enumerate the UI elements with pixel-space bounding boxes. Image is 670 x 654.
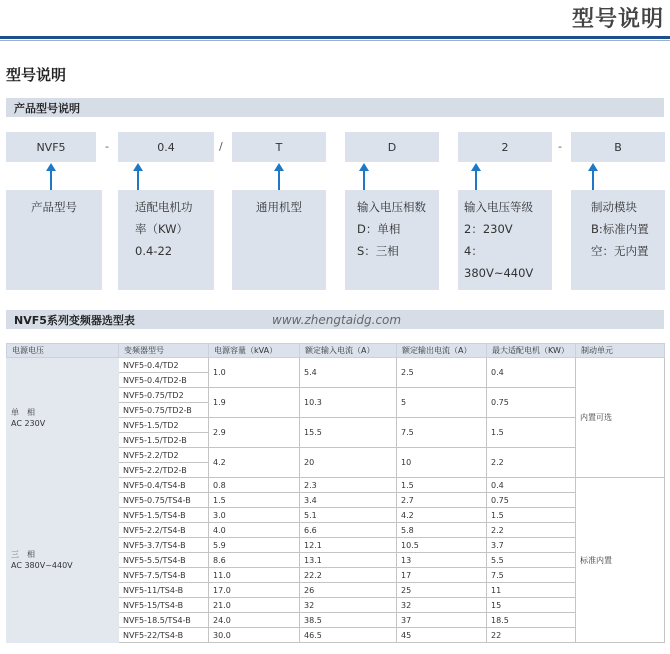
output-current-cell: 5.8 <box>397 523 487 538</box>
motor-kw-cell: 15 <box>487 598 576 613</box>
model-cell: NVF5-7.5/TS4-B <box>119 568 209 583</box>
model-cell: NVF5-2.2/TD2 <box>119 448 209 463</box>
code-separator: - <box>105 140 109 153</box>
motor-kw-cell: 5.5 <box>487 553 576 568</box>
model-cell: NVF5-0.4/TS4-B <box>119 478 209 493</box>
input-current-cell: 13.1 <box>300 553 397 568</box>
kva-cell: 4.2 <box>209 448 300 478</box>
output-current-cell: 37 <box>397 613 487 628</box>
input-current-cell: 22.2 <box>300 568 397 583</box>
motor-kw-cell: 0.75 <box>487 493 576 508</box>
code-series: NVF5 <box>36 140 66 154</box>
output-current-cell: 5 <box>397 388 487 418</box>
model-cell: NVF5-0.75/TD2 <box>119 388 209 403</box>
voltage-group-single <box>7 358 119 478</box>
voltage-label: 单 相 <box>11 407 35 417</box>
input-current-cell: 10.3 <box>300 388 397 418</box>
desc-line: 空：无内置 <box>591 244 649 258</box>
input-current-cell: 46.5 <box>300 628 397 643</box>
model-cell: NVF5-2.2/TD2-B <box>119 463 209 478</box>
col-header: 制动单元 <box>576 344 665 358</box>
desc-line: 输入电压相数 <box>357 200 426 214</box>
col-header: 电源电压 <box>7 344 119 358</box>
desc-line: D：单相 <box>357 222 401 236</box>
code-power: 0.4 <box>157 140 175 154</box>
input-current-cell: 20 <box>300 448 397 478</box>
model-cell: NVF5-15/TS4-B <box>119 598 209 613</box>
output-current-cell: 32 <box>397 598 487 613</box>
output-current-cell: 10.5 <box>397 538 487 553</box>
model-section-title: 产品型号说明 <box>14 102 80 115</box>
motor-kw-cell: 7.5 <box>487 568 576 583</box>
desc-brake <box>571 190 665 290</box>
voltage-label: AC 230V <box>11 418 46 428</box>
kva-cell: 24.0 <box>209 613 300 628</box>
col-header: 额定输入电流（A） <box>300 344 397 358</box>
model-cell: NVF5-0.75/TD2-B <box>119 403 209 418</box>
motor-kw-cell: 2.2 <box>487 523 576 538</box>
output-current-cell: 7.5 <box>397 418 487 448</box>
col-header: 额定输出电流（A） <box>397 344 487 358</box>
code-box-type <box>232 132 326 162</box>
page-title: 型号说明 <box>6 66 67 84</box>
arrow-up-icon <box>471 163 481 191</box>
code-box-power <box>118 132 214 162</box>
kva-cell: 1.9 <box>209 388 300 418</box>
output-current-cell: 13 <box>397 553 487 568</box>
selection-table <box>6 343 665 643</box>
desc-line: S：三相 <box>357 244 399 258</box>
model-cell: NVF5-5.5/TS4-B <box>119 553 209 568</box>
kva-cell: 8.6 <box>209 553 300 568</box>
input-current-cell: 5.4 <box>300 358 397 388</box>
input-current-cell: 12.1 <box>300 538 397 553</box>
voltage-label: AC 380V~440V <box>11 561 73 570</box>
model-cell: NVF5-1.5/TD2 <box>119 418 209 433</box>
desc-line: 制动模块 <box>591 200 637 214</box>
kva-cell: 30.0 <box>209 628 300 643</box>
output-current-cell: 10 <box>397 448 487 478</box>
voltage-group-three <box>7 478 119 643</box>
kva-cell: 17.0 <box>209 583 300 598</box>
desc-line: B:标准内置 <box>591 222 649 236</box>
desc-line: 2：230V <box>464 222 513 236</box>
code-box-voltage <box>458 132 552 162</box>
kva-cell: 4.0 <box>209 523 300 538</box>
desc-line: 适配电机功 <box>135 200 193 214</box>
kva-cell: 11.0 <box>209 568 300 583</box>
table-row <box>7 478 665 493</box>
kva-cell: 1.0 <box>209 358 300 388</box>
input-current-cell: 32 <box>300 598 397 613</box>
input-current-cell: 5.1 <box>300 508 397 523</box>
kva-cell: 2.9 <box>209 418 300 448</box>
model-cell: NVF5-18.5/TS4-B <box>119 613 209 628</box>
code-separator: / <box>219 140 223 153</box>
table-section-title: NVF5系列变频器选型表 <box>14 314 135 327</box>
watermark: www.zhengtaidg.com <box>272 313 402 327</box>
input-current-cell: 26 <box>300 583 397 598</box>
table-row <box>7 358 665 373</box>
desc-line: 输入电压等级 <box>464 200 533 214</box>
desc-phase <box>345 190 439 290</box>
brake-cell: 标准内置 <box>576 478 665 643</box>
code-brake: B <box>614 140 622 154</box>
model-cell: NVF5-0.75/TS4-B <box>119 493 209 508</box>
arrow-up-icon <box>46 163 56 191</box>
model-cell: NVF5-0.4/TD2-B <box>119 373 209 388</box>
model-cell: NVF5-1.5/TS4-B <box>119 508 209 523</box>
output-current-cell: 2.5 <box>397 358 487 388</box>
code-box-brake <box>571 132 665 162</box>
header-rule <box>0 36 670 39</box>
motor-kw-cell: 0.75 <box>487 388 576 418</box>
output-current-cell: 4.2 <box>397 508 487 523</box>
arrow-up-icon <box>359 163 369 191</box>
desc-power <box>118 190 214 290</box>
table-header-row <box>7 344 665 358</box>
arrow-up-icon <box>133 163 143 191</box>
arrow-up-icon <box>274 163 284 191</box>
desc-series <box>6 190 102 290</box>
header-rule-thin <box>0 40 670 41</box>
motor-kw-cell: 0.4 <box>487 478 576 493</box>
code-box-series <box>6 132 96 162</box>
output-current-cell: 45 <box>397 628 487 643</box>
col-header: 电源容量（kVA） <box>209 344 300 358</box>
kva-cell: 5.9 <box>209 538 300 553</box>
arrow-up-icon <box>588 163 598 191</box>
desc-type <box>232 190 326 290</box>
code-box-phase <box>345 132 439 162</box>
input-current-cell: 6.6 <box>300 523 397 538</box>
desc-voltage <box>458 190 552 290</box>
model-cell: NVF5-1.5/TD2-B <box>119 433 209 448</box>
kva-cell: 3.0 <box>209 508 300 523</box>
motor-kw-cell: 1.5 <box>487 508 576 523</box>
motor-kw-cell: 18.5 <box>487 613 576 628</box>
input-current-cell: 3.4 <box>300 493 397 508</box>
output-current-cell: 17 <box>397 568 487 583</box>
model-section-bar <box>6 98 664 117</box>
kva-cell: 21.0 <box>209 598 300 613</box>
input-current-cell: 15.5 <box>300 418 397 448</box>
model-cell: NVF5-3.7/TS4-B <box>119 538 209 553</box>
col-header: 最大适配电机（KW） <box>487 344 576 358</box>
desc-line: 率（KW） <box>135 222 189 236</box>
motor-kw-cell: 0.4 <box>487 358 576 388</box>
motor-kw-cell: 3.7 <box>487 538 576 553</box>
model-cell: NVF5-0.4/TD2 <box>119 358 209 373</box>
code-voltage: 2 <box>501 140 509 154</box>
input-current-cell: 2.3 <box>300 478 397 493</box>
motor-kw-cell: 22 <box>487 628 576 643</box>
code-separator: - <box>558 140 562 153</box>
motor-kw-cell: 2.2 <box>487 448 576 478</box>
voltage-label: 三 相 <box>11 550 35 559</box>
col-header: 变频器型号 <box>119 344 209 358</box>
desc-line: 0.4-22 <box>135 244 173 258</box>
motor-kw-cell: 11 <box>487 583 576 598</box>
code-phase: D <box>387 140 397 154</box>
kva-cell: 0.8 <box>209 478 300 493</box>
output-current-cell: 1.5 <box>397 478 487 493</box>
kva-cell: 1.5 <box>209 493 300 508</box>
desc-line: 4：380V~440V <box>464 244 534 280</box>
model-cell: NVF5-2.2/TS4-B <box>119 523 209 538</box>
model-cell: NVF5-22/TS4-B <box>119 628 209 643</box>
model-cell: NVF5-11/TS4-B <box>119 583 209 598</box>
code-type: T <box>275 140 283 154</box>
header-title: 型号说明 <box>571 7 664 32</box>
output-current-cell: 25 <box>397 583 487 598</box>
input-current-cell: 38.5 <box>300 613 397 628</box>
motor-kw-cell: 1.5 <box>487 418 576 448</box>
output-current-cell: 2.7 <box>397 493 487 508</box>
desc-line: 产品型号 <box>31 200 77 214</box>
brake-cell: 内置可选 <box>576 358 665 478</box>
desc-line: 通用机型 <box>256 200 302 214</box>
